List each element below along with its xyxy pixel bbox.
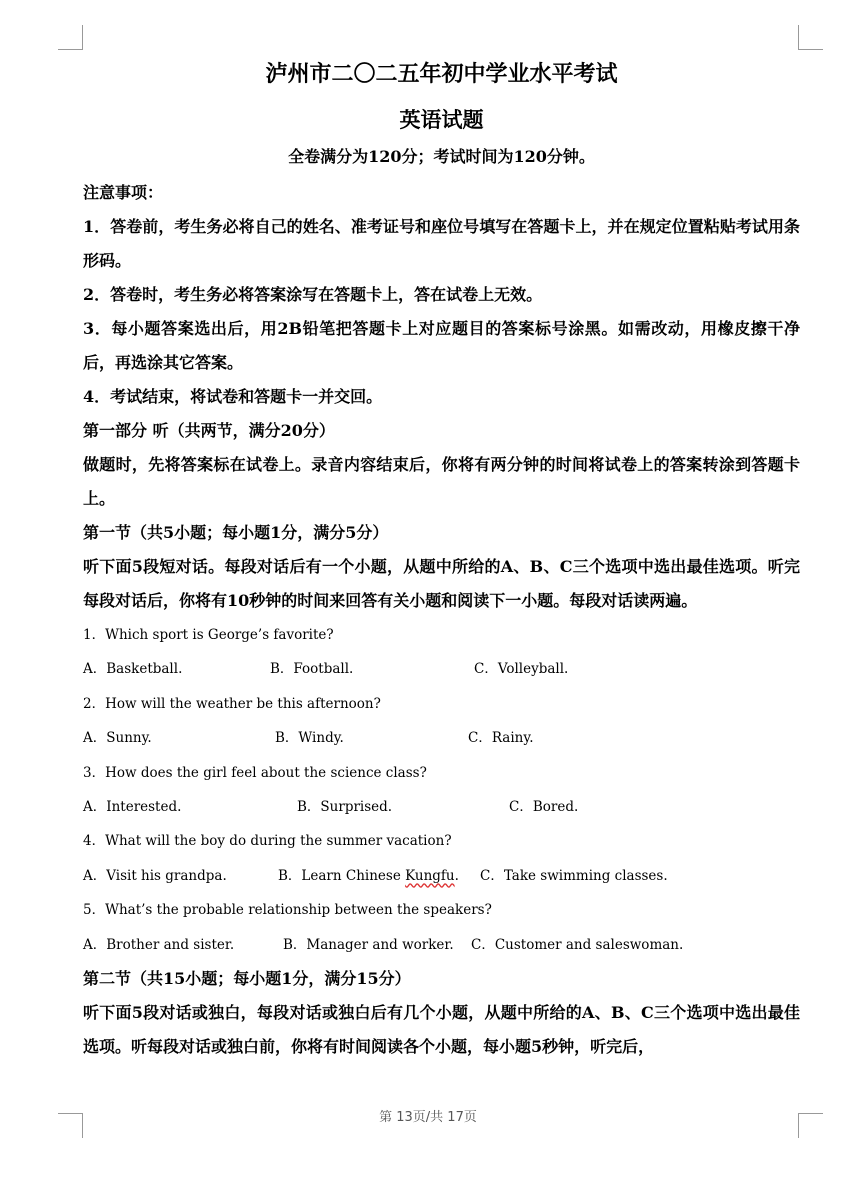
option-c: C．Bored. bbox=[509, 799, 579, 815]
question-2: 2．How will the weather be this afternoon? bbox=[83, 695, 381, 712]
note-item: 3．每小题答案选出后，用2B铅笔把答题卡上对应题目的答案标号涂黑。如需改动，用橡皮擦干净后，再选涂其它答案。 bbox=[83, 319, 800, 372]
option-a: A．Brother and sister. bbox=[83, 936, 235, 953]
exam-subject: 英语试题 bbox=[399, 107, 484, 132]
question-4-options bbox=[83, 859, 800, 893]
option-a: A．Sunny. bbox=[83, 730, 152, 747]
note-item: 2．答卷时，考生务必将答案涂写在答题卡上，答在试卷上无效。 bbox=[83, 285, 543, 304]
section1-instruction: 听下面5段短对话。每段对话后有一个小题，从题中所给的A、B、C三个选项中选出最佳选项。听完每段对话后，你将有10秒钟的时间来回答有关小题和阅读下一小题。每段对话读两遍。 bbox=[83, 557, 800, 610]
option-c: C．Take swimming classes. bbox=[480, 867, 668, 884]
part1-instruction: 做题时，先将答案标在试卷上。录音内容结束后，你将有两分钟的时间将试卷上的答案转涂到答题卡上。 bbox=[83, 455, 800, 508]
exam-title: 泸州市二〇二五年初中学业水平考试 bbox=[265, 61, 618, 87]
option-b: B．Surprised. bbox=[297, 799, 393, 815]
question-1-options bbox=[83, 652, 800, 686]
option-b: B．Manager and worker. bbox=[283, 936, 454, 953]
option-b: B．Windy. bbox=[275, 730, 344, 747]
note-item: 4．考试结束，将试卷和答题卡一并交回。 bbox=[83, 387, 383, 406]
part1-heading: 第一部分 听（共两节，满分20分） bbox=[83, 421, 335, 440]
section2-heading: 第二节（共15小题；每小题1分，满分15分） bbox=[83, 968, 411, 988]
page-number: 第 13页/共 17页 bbox=[379, 1110, 477, 1125]
question-3-options bbox=[83, 790, 800, 824]
option-c: C．Rainy. bbox=[468, 730, 534, 747]
option-c: C．Volleyball. bbox=[474, 661, 569, 678]
section2-instruction: 听下面5段对话或独白，每段对话或独白后有几个小题，从题中所给的A、B、C三个选项中选出最佳选项。听每段对话或独白前，你将有时间阅读各个小题，每小题5秒钟，听完后， bbox=[83, 1002, 800, 1056]
question-5: 5．What’s the probable relationship between the speakers? bbox=[83, 902, 492, 919]
question-4: 4．What will the boy do during the summer vacation? bbox=[83, 833, 452, 850]
crop-mark-top-left bbox=[58, 25, 83, 50]
section1-heading: 第一节（共5小题；每小题1分，满分5分） bbox=[83, 523, 389, 542]
spellcheck-word: Kungfu bbox=[405, 867, 455, 884]
option-a: A．Visit his grandpa. bbox=[83, 867, 227, 884]
crop-mark-top-right bbox=[798, 25, 823, 50]
notes-heading: 注意事项： bbox=[83, 183, 164, 202]
question-5-options bbox=[83, 928, 800, 962]
option-b: B．Learn Chinese Kungfu. bbox=[278, 867, 459, 884]
question-1: 1．Which sport is George’s favorite? bbox=[83, 627, 334, 643]
option-a: A．Basketball. bbox=[83, 661, 183, 678]
question-3: 3．How does the girl feel about the science class? bbox=[83, 764, 427, 781]
option-c: C．Customer and saleswoman. bbox=[471, 936, 684, 953]
option-a: A．Interested. bbox=[83, 799, 182, 815]
note-item: 1．答卷前，考生务必将自己的姓名、准考证号和座位号填写在答题卡上，并在规定位置粘贴考试用条形码。 bbox=[83, 217, 800, 270]
question-2-options bbox=[83, 721, 800, 755]
exam-info: 全卷满分为120分；考试时间为120分钟。 bbox=[288, 147, 595, 166]
option-b: B．Football. bbox=[270, 661, 354, 678]
document-body bbox=[83, 58, 800, 1064]
